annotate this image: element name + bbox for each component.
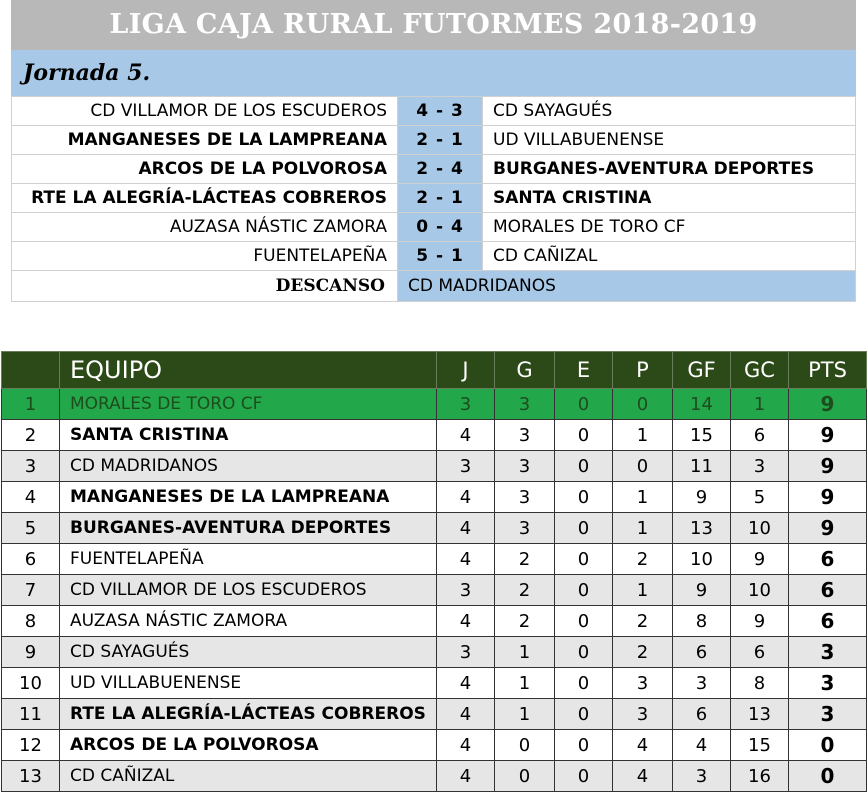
stat-e: 0 xyxy=(555,668,613,699)
round-title: Jornada 5. xyxy=(11,50,856,96)
stat-gf: 6 xyxy=(673,637,731,668)
home-team: ARCOS DE LA POLVOROSA xyxy=(12,155,398,184)
stat-g: 1 xyxy=(495,668,555,699)
stat-pts: 9 xyxy=(789,451,867,482)
away-team: SANTA CRISTINA xyxy=(483,184,856,213)
position: 4 xyxy=(2,482,60,513)
standings-row xyxy=(2,575,867,606)
position: 11 xyxy=(2,699,60,730)
stat-gf: 9 xyxy=(673,482,731,513)
position: 8 xyxy=(2,606,60,637)
away-team: UD VILLABUENENSE xyxy=(483,126,856,155)
standings-row xyxy=(2,699,867,730)
standings-row xyxy=(2,513,867,544)
match-row xyxy=(12,126,856,155)
stat-pts: 0 xyxy=(789,730,867,761)
stat-gf: 8 xyxy=(673,606,731,637)
stat-gc: 10 xyxy=(731,513,789,544)
stat-g: 3 xyxy=(495,451,555,482)
stat-gc: 5 xyxy=(731,482,789,513)
stat-gf: 3 xyxy=(673,668,731,699)
stat-e: 0 xyxy=(555,544,613,575)
position: 5 xyxy=(2,513,60,544)
stat-g: 2 xyxy=(495,606,555,637)
standings-row xyxy=(2,668,867,699)
stat-j: 3 xyxy=(437,637,495,668)
column-header: G xyxy=(495,352,555,389)
standings-row xyxy=(2,730,867,761)
team-name: CD CAÑIZAL xyxy=(60,761,437,792)
standings-row xyxy=(2,420,867,451)
rest-row xyxy=(12,271,856,302)
position: 7 xyxy=(2,575,60,606)
stat-g: 1 xyxy=(495,637,555,668)
stat-pts: 6 xyxy=(789,606,867,637)
home-team: CD VILLAMOR DE LOS ESCUDEROS xyxy=(12,97,398,126)
team-name: AUZASA NÁSTIC ZAMORA xyxy=(60,606,437,637)
stat-pts: 6 xyxy=(789,575,867,606)
stat-gc: 1 xyxy=(731,389,789,420)
stat-g: 0 xyxy=(495,761,555,792)
stat-pts: 3 xyxy=(789,699,867,730)
stat-gc: 8 xyxy=(731,668,789,699)
team-name: CD MADRIDANOS xyxy=(60,451,437,482)
stat-j: 4 xyxy=(437,544,495,575)
match-score: 0 - 4 xyxy=(398,213,483,242)
team-name: UD VILLABUENENSE xyxy=(60,668,437,699)
stat-j: 4 xyxy=(437,513,495,544)
stat-pts: 9 xyxy=(789,389,867,420)
column-header: J xyxy=(437,352,495,389)
stat-j: 3 xyxy=(437,389,495,420)
team-name: FUENTELAPEÑA xyxy=(60,544,437,575)
team-name: BURGANES-AVENTURA DEPORTES xyxy=(60,513,437,544)
column-header: PTS xyxy=(789,352,867,389)
stat-p: 0 xyxy=(613,389,673,420)
stat-p: 1 xyxy=(613,513,673,544)
stat-g: 3 xyxy=(495,420,555,451)
home-team: MANGANESES DE LA LAMPREANA xyxy=(12,126,398,155)
standings-row xyxy=(2,761,867,792)
stat-gc: 16 xyxy=(731,761,789,792)
stat-gc: 10 xyxy=(731,575,789,606)
stat-e: 0 xyxy=(555,761,613,792)
home-team: RTE LA ALEGRÍA-LÁCTEAS COBREROS xyxy=(12,184,398,213)
stat-p: 4 xyxy=(613,730,673,761)
stat-g: 3 xyxy=(495,513,555,544)
stat-j: 4 xyxy=(437,606,495,637)
stat-gf: 15 xyxy=(673,420,731,451)
home-team: FUENTELAPEÑA xyxy=(12,242,398,271)
team-name: SANTA CRISTINA xyxy=(60,420,437,451)
column-header xyxy=(2,352,60,389)
match-score: 2 - 1 xyxy=(398,126,483,155)
column-header: E xyxy=(555,352,613,389)
away-team: BURGANES-AVENTURA DEPORTES xyxy=(483,155,856,184)
away-team: CD CAÑIZAL xyxy=(483,242,856,271)
standings-row xyxy=(2,637,867,668)
standings-row xyxy=(2,482,867,513)
stat-pts: 3 xyxy=(789,668,867,699)
stat-g: 1 xyxy=(495,699,555,730)
results-panel xyxy=(11,0,856,302)
stat-p: 2 xyxy=(613,637,673,668)
position: 10 xyxy=(2,668,60,699)
stat-p: 4 xyxy=(613,761,673,792)
stat-p: 0 xyxy=(613,451,673,482)
stat-gc: 6 xyxy=(731,637,789,668)
match-score: 2 - 1 xyxy=(398,184,483,213)
stat-gc: 9 xyxy=(731,544,789,575)
match-row xyxy=(12,242,856,271)
stat-p: 1 xyxy=(613,420,673,451)
position: 9 xyxy=(2,637,60,668)
stat-pts: 9 xyxy=(789,420,867,451)
stat-j: 4 xyxy=(437,420,495,451)
league-title: LIGA CAJA RURAL FUTORMES 2018-2019 xyxy=(11,0,856,50)
stat-e: 0 xyxy=(555,637,613,668)
rest-team: CD MADRIDANOS xyxy=(398,271,856,302)
stat-g: 2 xyxy=(495,575,555,606)
stat-e: 0 xyxy=(555,575,613,606)
stat-j: 4 xyxy=(437,668,495,699)
stat-e: 0 xyxy=(555,730,613,761)
column-header: P xyxy=(613,352,673,389)
column-header: EQUIPO xyxy=(60,352,437,389)
stat-pts: 9 xyxy=(789,513,867,544)
standings-row xyxy=(2,606,867,637)
stat-j: 4 xyxy=(437,699,495,730)
standings-row xyxy=(2,544,867,575)
stat-e: 0 xyxy=(555,513,613,544)
stat-g: 0 xyxy=(495,730,555,761)
match-row xyxy=(12,213,856,242)
position: 1 xyxy=(2,389,60,420)
stat-j: 3 xyxy=(437,451,495,482)
stat-gc: 6 xyxy=(731,420,789,451)
stat-pts: 0 xyxy=(789,761,867,792)
match-row xyxy=(12,97,856,126)
match-score: 5 - 1 xyxy=(398,242,483,271)
stat-p: 1 xyxy=(613,575,673,606)
column-header: GF xyxy=(673,352,731,389)
stat-pts: 9 xyxy=(789,482,867,513)
stat-e: 0 xyxy=(555,451,613,482)
stat-p: 3 xyxy=(613,668,673,699)
stat-pts: 3 xyxy=(789,637,867,668)
stat-e: 0 xyxy=(555,389,613,420)
match-row xyxy=(12,184,856,213)
team-name: CD SAYAGUÉS xyxy=(60,637,437,668)
stat-e: 0 xyxy=(555,420,613,451)
team-name: MANGANESES DE LA LAMPREANA xyxy=(60,482,437,513)
stat-e: 0 xyxy=(555,482,613,513)
position: 12 xyxy=(2,730,60,761)
stat-gf: 9 xyxy=(673,575,731,606)
match-row xyxy=(12,155,856,184)
stat-gf: 10 xyxy=(673,544,731,575)
standings-table xyxy=(1,351,867,792)
team-name: ARCOS DE LA POLVOROSA xyxy=(60,730,437,761)
position: 2 xyxy=(2,420,60,451)
stat-gf: 11 xyxy=(673,451,731,482)
stat-gf: 6 xyxy=(673,699,731,730)
column-header: GC xyxy=(731,352,789,389)
stat-pts: 6 xyxy=(789,544,867,575)
stat-gc: 9 xyxy=(731,606,789,637)
stat-gc: 13 xyxy=(731,699,789,730)
stat-p: 3 xyxy=(613,699,673,730)
standings-row xyxy=(2,451,867,482)
stat-p: 2 xyxy=(613,606,673,637)
team-name: RTE LA ALEGRÍA-LÁCTEAS COBREROS xyxy=(60,699,437,730)
stat-e: 0 xyxy=(555,699,613,730)
team-name: MORALES DE TORO CF xyxy=(60,389,437,420)
standings-header-row xyxy=(2,352,867,389)
stat-gf: 14 xyxy=(673,389,731,420)
position: 6 xyxy=(2,544,60,575)
stat-g: 3 xyxy=(495,389,555,420)
stat-gf: 4 xyxy=(673,730,731,761)
results-table xyxy=(11,96,856,302)
position: 3 xyxy=(2,451,60,482)
stat-gf: 3 xyxy=(673,761,731,792)
stat-p: 2 xyxy=(613,544,673,575)
stat-p: 1 xyxy=(613,482,673,513)
stat-gc: 15 xyxy=(731,730,789,761)
standings-row xyxy=(2,389,867,420)
match-score: 2 - 4 xyxy=(398,155,483,184)
stat-j: 4 xyxy=(437,730,495,761)
stat-e: 0 xyxy=(555,606,613,637)
match-score: 4 - 3 xyxy=(398,97,483,126)
stat-j: 4 xyxy=(437,482,495,513)
stat-gf: 13 xyxy=(673,513,731,544)
position: 13 xyxy=(2,761,60,792)
away-team: CD SAYAGUÉS xyxy=(483,97,856,126)
stat-j: 3 xyxy=(437,575,495,606)
rest-label: DESCANSO xyxy=(12,271,398,302)
stat-gc: 3 xyxy=(731,451,789,482)
stat-g: 2 xyxy=(495,544,555,575)
stat-g: 3 xyxy=(495,482,555,513)
away-team: MORALES DE TORO CF xyxy=(483,213,856,242)
stat-j: 4 xyxy=(437,761,495,792)
home-team: AUZASA NÁSTIC ZAMORA xyxy=(12,213,398,242)
team-name: CD VILLAMOR DE LOS ESCUDEROS xyxy=(60,575,437,606)
